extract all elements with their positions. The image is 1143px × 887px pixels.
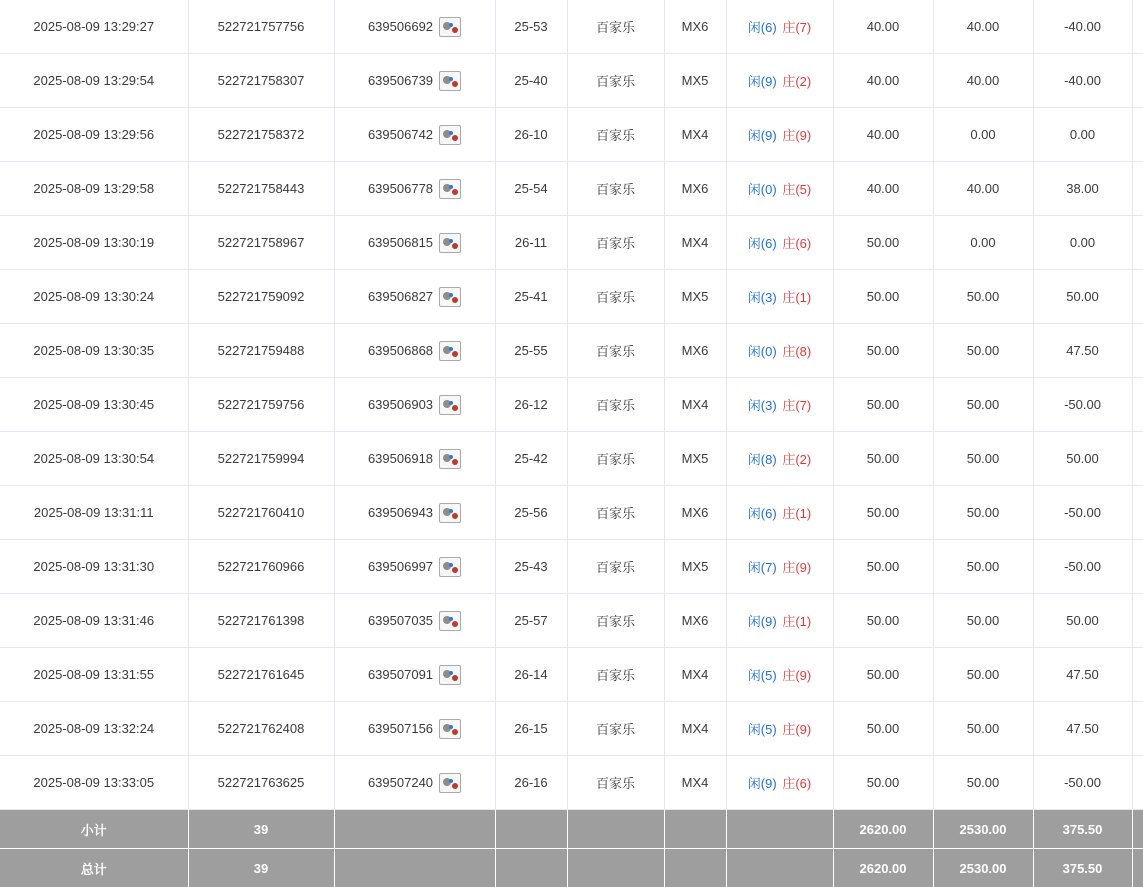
valid-bet: 0.00 xyxy=(933,216,1033,270)
bet-content-banker: 庄(1) xyxy=(782,614,811,629)
subtotal-blank-table xyxy=(664,810,726,849)
game-id: 639506742 xyxy=(368,127,433,142)
subtotal-blank-round xyxy=(495,810,567,849)
table-row xyxy=(0,486,1143,540)
bet-time: 2025-08-09 13:29:58 xyxy=(0,162,188,216)
video-camera-icon[interactable] xyxy=(439,503,461,523)
valid-bet: 50.00 xyxy=(933,432,1033,486)
bet-content-player: 闲(6) xyxy=(748,20,777,35)
game-id-cell xyxy=(334,270,495,324)
bet-content-player: 闲(5) xyxy=(748,722,777,737)
bet-id: 522721763625 xyxy=(188,756,334,810)
bet-content-banker: 庄(8) xyxy=(782,344,811,359)
game-name: 百家乐 xyxy=(567,324,664,378)
bet-content xyxy=(726,162,833,216)
video-camera-icon[interactable] xyxy=(439,233,461,253)
bet-content-banker: 庄(6) xyxy=(782,776,811,791)
game-id-cell xyxy=(334,702,495,756)
bet-content xyxy=(726,648,833,702)
bet-content xyxy=(726,324,833,378)
bet-content-player: 闲(7) xyxy=(748,560,777,575)
game-id-cell xyxy=(334,108,495,162)
bet-content-player: 闲(5) xyxy=(748,668,777,683)
game-name: 百家乐 xyxy=(567,432,664,486)
win-loss: 47.50 xyxy=(1033,324,1132,378)
table-name: MX4 xyxy=(664,756,726,810)
game-id: 639507035 xyxy=(368,613,433,628)
bet-amount: 50.00 xyxy=(833,486,933,540)
total-blank-game xyxy=(567,849,664,887)
game-name: 百家乐 xyxy=(567,0,664,54)
total-blank-tail xyxy=(1132,849,1143,887)
bet-content-player: 闲(9) xyxy=(748,128,777,143)
video-camera-icon[interactable] xyxy=(439,125,461,145)
game-name: 百家乐 xyxy=(567,756,664,810)
game-id: 639506827 xyxy=(368,289,433,304)
win-loss: -50.00 xyxy=(1033,378,1132,432)
bet-content xyxy=(726,702,833,756)
bet-id: 522721760410 xyxy=(188,486,334,540)
bet-id: 522721761398 xyxy=(188,594,334,648)
round-number: 25-55 xyxy=(495,324,567,378)
game-id-cell xyxy=(334,0,495,54)
bet-amount: 40.00 xyxy=(833,54,933,108)
round-number: 25-40 xyxy=(495,54,567,108)
round-number: 26-11 xyxy=(495,216,567,270)
bet-time: 2025-08-09 13:30:35 xyxy=(0,324,188,378)
game-id: 639506815 xyxy=(368,235,433,250)
bet-id: 522721758372 xyxy=(188,108,334,162)
bet-content xyxy=(726,486,833,540)
valid-bet: 50.00 xyxy=(933,648,1033,702)
bet-time: 2025-08-09 13:33:05 xyxy=(0,756,188,810)
bet-content-player: 闲(6) xyxy=(748,236,777,251)
round-number: 25-42 xyxy=(495,432,567,486)
table-name: MX5 xyxy=(664,54,726,108)
game-name: 百家乐 xyxy=(567,648,664,702)
bet-content xyxy=(726,54,833,108)
game-name: 百家乐 xyxy=(567,378,664,432)
round-number: 26-15 xyxy=(495,702,567,756)
bet-time: 2025-08-09 13:31:55 xyxy=(0,648,188,702)
bet-content-banker: 庄(2) xyxy=(782,452,811,467)
game-name: 百家乐 xyxy=(567,108,664,162)
bet-content-player: 闲(9) xyxy=(748,74,777,89)
bet-amount: 50.00 xyxy=(833,378,933,432)
game-id: 639506903 xyxy=(368,397,433,412)
total-blank-table xyxy=(664,849,726,887)
total-result: 375.50 xyxy=(1033,849,1132,887)
win-loss: 0.00 xyxy=(1033,108,1132,162)
video-camera-icon[interactable] xyxy=(439,17,461,37)
table-row xyxy=(0,270,1143,324)
subtotal-row xyxy=(0,810,1143,849)
video-camera-icon[interactable] xyxy=(439,773,461,793)
bet-amount: 50.00 xyxy=(833,756,933,810)
row-tail xyxy=(1132,648,1143,702)
total-blank-gameid xyxy=(334,849,495,887)
win-loss: 47.50 xyxy=(1033,702,1132,756)
valid-bet: 0.00 xyxy=(933,108,1033,162)
table-row xyxy=(0,594,1143,648)
bet-content-banker: 庄(9) xyxy=(782,722,811,737)
bet-content-banker: 庄(9) xyxy=(782,560,811,575)
game-name: 百家乐 xyxy=(567,162,664,216)
subtotal-result: 375.50 xyxy=(1033,810,1132,849)
valid-bet: 50.00 xyxy=(933,270,1033,324)
valid-bet: 40.00 xyxy=(933,0,1033,54)
game-id-cell xyxy=(334,378,495,432)
video-camera-icon[interactable] xyxy=(439,179,461,199)
win-loss: -50.00 xyxy=(1033,486,1132,540)
row-tail xyxy=(1132,108,1143,162)
bet-id: 522721761645 xyxy=(188,648,334,702)
total-amount: 2620.00 xyxy=(833,849,933,887)
valid-bet: 40.00 xyxy=(933,54,1033,108)
bet-content-banker: 庄(9) xyxy=(782,128,811,143)
bet-id: 522721759756 xyxy=(188,378,334,432)
round-number: 25-57 xyxy=(495,594,567,648)
game-id-cell xyxy=(334,324,495,378)
bet-amount: 50.00 xyxy=(833,324,933,378)
table-name: MX4 xyxy=(664,108,726,162)
win-loss: -50.00 xyxy=(1033,540,1132,594)
bet-time: 2025-08-09 13:31:11 xyxy=(0,486,188,540)
valid-bet: 40.00 xyxy=(933,162,1033,216)
bet-content-banker: 庄(7) xyxy=(782,20,811,35)
game-name: 百家乐 xyxy=(567,486,664,540)
round-number: 25-41 xyxy=(495,270,567,324)
video-camera-icon[interactable] xyxy=(439,71,461,91)
row-tail xyxy=(1132,162,1143,216)
round-number: 25-43 xyxy=(495,540,567,594)
game-id: 639507091 xyxy=(368,667,433,682)
bet-amount: 50.00 xyxy=(833,648,933,702)
game-id-cell xyxy=(334,54,495,108)
row-tail xyxy=(1132,324,1143,378)
table-name: MX6 xyxy=(664,0,726,54)
valid-bet: 50.00 xyxy=(933,594,1033,648)
round-number: 25-54 xyxy=(495,162,567,216)
win-loss: 47.50 xyxy=(1033,648,1132,702)
video-camera-icon[interactable] xyxy=(439,611,461,631)
bet-id: 522721758307 xyxy=(188,54,334,108)
table-row xyxy=(0,648,1143,702)
table-row xyxy=(0,54,1143,108)
bet-content xyxy=(726,756,833,810)
bet-content-player: 闲(3) xyxy=(748,398,777,413)
row-tail xyxy=(1132,216,1143,270)
table-name: MX6 xyxy=(664,486,726,540)
bet-id: 522721757756 xyxy=(188,0,334,54)
bet-content xyxy=(726,540,833,594)
bet-time: 2025-08-09 13:29:27 xyxy=(0,0,188,54)
bet-id: 522721759488 xyxy=(188,324,334,378)
game-id: 639506918 xyxy=(368,451,433,466)
table-name: MX6 xyxy=(664,594,726,648)
valid-bet: 50.00 xyxy=(933,702,1033,756)
bet-time: 2025-08-09 13:32:24 xyxy=(0,702,188,756)
bet-content-player: 闲(9) xyxy=(748,614,777,629)
subtotal-amount: 2620.00 xyxy=(833,810,933,849)
row-tail xyxy=(1132,378,1143,432)
row-tail xyxy=(1132,0,1143,54)
bet-content xyxy=(726,216,833,270)
game-id-cell xyxy=(334,540,495,594)
game-id: 639506778 xyxy=(368,181,433,196)
valid-bet: 50.00 xyxy=(933,324,1033,378)
bet-content-player: 闲(3) xyxy=(748,290,777,305)
bet-amount: 50.00 xyxy=(833,594,933,648)
game-id: 639506943 xyxy=(368,505,433,520)
bet-id: 522721759092 xyxy=(188,270,334,324)
subtotal-label: 小计 xyxy=(0,810,188,849)
bet-id: 522721762408 xyxy=(188,702,334,756)
table-row xyxy=(0,108,1143,162)
table-name: MX5 xyxy=(664,270,726,324)
game-id-cell xyxy=(334,756,495,810)
game-id-cell xyxy=(334,594,495,648)
bet-amount: 40.00 xyxy=(833,108,933,162)
bet-id: 522721760966 xyxy=(188,540,334,594)
bet-content-player: 闲(9) xyxy=(748,776,777,791)
row-tail xyxy=(1132,54,1143,108)
bet-content-banker: 庄(7) xyxy=(782,398,811,413)
bet-id: 522721758443 xyxy=(188,162,334,216)
game-name: 百家乐 xyxy=(567,54,664,108)
bet-content xyxy=(726,270,833,324)
game-id-cell xyxy=(334,162,495,216)
bet-content xyxy=(726,432,833,486)
bet-amount: 40.00 xyxy=(833,0,933,54)
table-row xyxy=(0,324,1143,378)
round-number: 26-16 xyxy=(495,756,567,810)
table-name: MX5 xyxy=(664,432,726,486)
video-camera-icon[interactable] xyxy=(439,287,461,307)
total-count: 39 xyxy=(188,849,334,887)
bet-time: 2025-08-09 13:31:30 xyxy=(0,540,188,594)
total-label: 总计 xyxy=(0,849,188,887)
game-id-cell xyxy=(334,486,495,540)
row-tail xyxy=(1132,486,1143,540)
win-loss: 50.00 xyxy=(1033,270,1132,324)
bet-amount: 50.00 xyxy=(833,702,933,756)
game-id: 639507156 xyxy=(368,721,433,736)
table-name: MX6 xyxy=(664,162,726,216)
row-tail xyxy=(1132,594,1143,648)
round-number: 26-14 xyxy=(495,648,567,702)
game-id: 639507240 xyxy=(368,775,433,790)
bet-time: 2025-08-09 13:30:45 xyxy=(0,378,188,432)
valid-bet: 50.00 xyxy=(933,378,1033,432)
bet-amount: 50.00 xyxy=(833,216,933,270)
bet-time: 2025-08-09 13:30:24 xyxy=(0,270,188,324)
win-loss: -50.00 xyxy=(1033,756,1132,810)
bet-amount: 50.00 xyxy=(833,270,933,324)
game-name: 百家乐 xyxy=(567,702,664,756)
game-id: 639506997 xyxy=(368,559,433,574)
game-id-cell xyxy=(334,648,495,702)
total-blank-round xyxy=(495,849,567,887)
bet-content xyxy=(726,378,833,432)
total-blank-content xyxy=(726,849,833,887)
video-camera-icon[interactable] xyxy=(439,395,461,415)
row-tail xyxy=(1132,540,1143,594)
video-camera-icon[interactable] xyxy=(439,341,461,361)
subtotal-blank-game xyxy=(567,810,664,849)
video-camera-icon[interactable] xyxy=(439,719,461,739)
bet-content-player: 闲(8) xyxy=(748,452,777,467)
video-camera-icon[interactable] xyxy=(439,449,461,469)
video-camera-icon[interactable] xyxy=(439,665,461,685)
valid-bet: 50.00 xyxy=(933,486,1033,540)
game-id-cell xyxy=(334,216,495,270)
bet-content xyxy=(726,108,833,162)
game-name: 百家乐 xyxy=(567,540,664,594)
table-name: MX6 xyxy=(664,324,726,378)
bet-time: 2025-08-09 13:31:46 xyxy=(0,594,188,648)
table-name: MX4 xyxy=(664,702,726,756)
win-loss: 0.00 xyxy=(1033,216,1132,270)
table-row xyxy=(0,162,1143,216)
win-loss: -40.00 xyxy=(1033,54,1132,108)
bet-content-banker: 庄(9) xyxy=(782,668,811,683)
win-loss: 50.00 xyxy=(1033,594,1132,648)
table-name: MX5 xyxy=(664,540,726,594)
bet-time: 2025-08-09 13:30:54 xyxy=(0,432,188,486)
bet-content-player: 闲(0) xyxy=(748,182,777,197)
round-number: 26-12 xyxy=(495,378,567,432)
game-id: 639506692 xyxy=(368,19,433,34)
win-loss: -40.00 xyxy=(1033,0,1132,54)
table-row xyxy=(0,540,1143,594)
subtotal-blank-gameid xyxy=(334,810,495,849)
valid-bet: 50.00 xyxy=(933,756,1033,810)
bet-id: 522721758967 xyxy=(188,216,334,270)
bet-amount: 50.00 xyxy=(833,432,933,486)
bet-time: 2025-08-09 13:30:19 xyxy=(0,216,188,270)
video-camera-icon[interactable] xyxy=(439,557,461,577)
table-name: MX4 xyxy=(664,648,726,702)
table-name: MX4 xyxy=(664,216,726,270)
bet-content-player: 闲(0) xyxy=(748,344,777,359)
win-loss: 50.00 xyxy=(1033,432,1132,486)
table-row xyxy=(0,432,1143,486)
bet-content-banker: 庄(2) xyxy=(782,74,811,89)
bet-content-banker: 庄(6) xyxy=(782,236,811,251)
row-tail xyxy=(1132,702,1143,756)
game-name: 百家乐 xyxy=(567,216,664,270)
bet-time: 2025-08-09 13:29:56 xyxy=(0,108,188,162)
table-row xyxy=(0,216,1143,270)
table-row xyxy=(0,378,1143,432)
valid-bet: 50.00 xyxy=(933,540,1033,594)
subtotal-valid: 2530.00 xyxy=(933,810,1033,849)
table-row xyxy=(0,702,1143,756)
table-name: MX4 xyxy=(664,378,726,432)
bet-content-banker: 庄(5) xyxy=(782,182,811,197)
subtotal-blank-tail xyxy=(1132,810,1143,849)
bet-time: 2025-08-09 13:29:54 xyxy=(0,54,188,108)
table-row xyxy=(0,0,1143,54)
round-number: 26-10 xyxy=(495,108,567,162)
win-loss: 38.00 xyxy=(1033,162,1132,216)
row-tail xyxy=(1132,756,1143,810)
bet-content xyxy=(726,594,833,648)
row-tail xyxy=(1132,432,1143,486)
round-number: 25-56 xyxy=(495,486,567,540)
bet-content-player: 闲(6) xyxy=(748,506,777,521)
bet-amount: 40.00 xyxy=(833,162,933,216)
game-id-cell xyxy=(334,432,495,486)
row-tail xyxy=(1132,270,1143,324)
bet-content-banker: 庄(1) xyxy=(782,506,811,521)
game-name: 百家乐 xyxy=(567,594,664,648)
bet-content-banker: 庄(1) xyxy=(782,290,811,305)
round-number: 25-53 xyxy=(495,0,567,54)
table-row xyxy=(0,756,1143,810)
game-name: 百家乐 xyxy=(567,270,664,324)
bet-content xyxy=(726,0,833,54)
game-id: 639506739 xyxy=(368,73,433,88)
subtotal-blank-content xyxy=(726,810,833,849)
bet-amount: 50.00 xyxy=(833,540,933,594)
total-valid: 2530.00 xyxy=(933,849,1033,887)
total-row xyxy=(0,849,1143,887)
game-id: 639506868 xyxy=(368,343,433,358)
subtotal-count: 39 xyxy=(188,810,334,849)
bet-id: 522721759994 xyxy=(188,432,334,486)
